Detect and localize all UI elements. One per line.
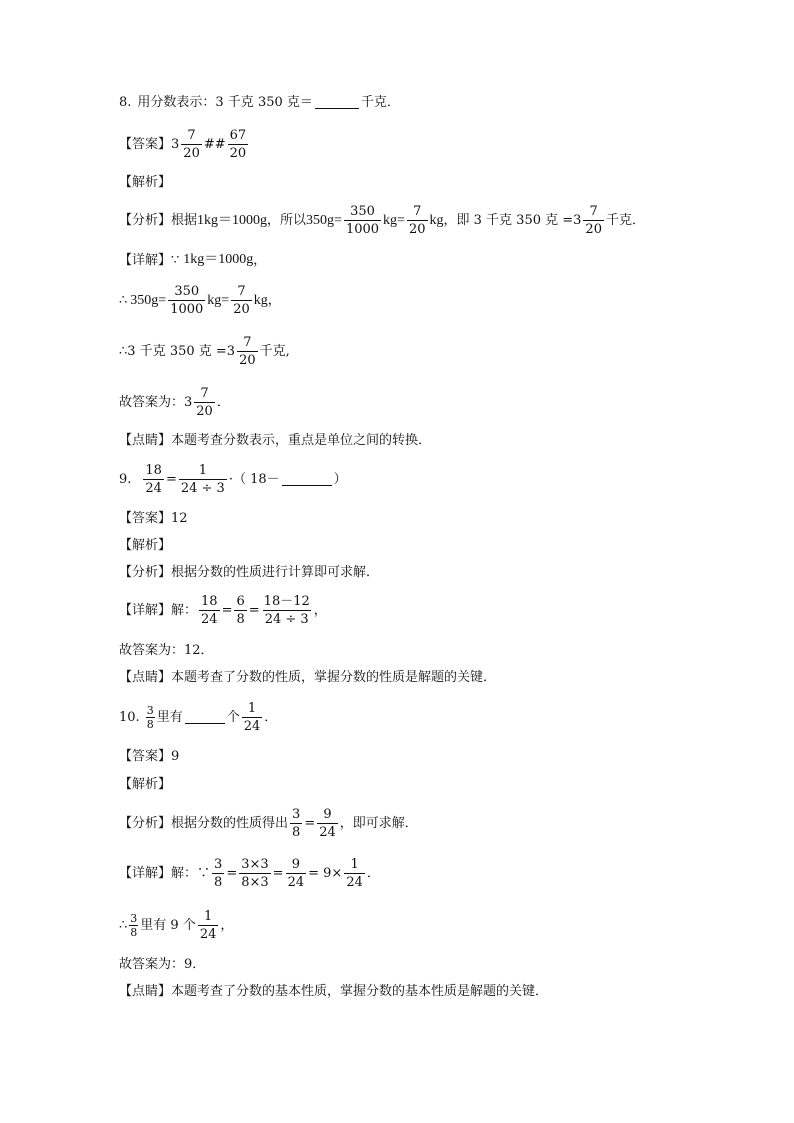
fenxi-label: 【分析】	[119, 565, 172, 580]
text: 根据分数的性质得出	[171, 816, 289, 831]
q8-text-b: 千克．	[360, 95, 400, 110]
text: ，	[267, 293, 281, 308]
fraction: $\frac{3}{8}$	[214, 857, 223, 890]
q8-xiangjie-3	[119, 334, 290, 369]
text: （ 18－	[232, 472, 280, 487]
q8-number: 8.	[119, 95, 132, 110]
text: 根据分数的性质进行计算即可求解．	[171, 565, 380, 580]
text: 3 千克 350 克 =3	[127, 344, 236, 359]
text: ，	[313, 603, 327, 618]
fraction: $\frac{18-12}{24 \div 3}$	[263, 594, 310, 627]
q10-number: 10.	[119, 710, 140, 725]
text: 个	[226, 710, 240, 725]
text: =	[221, 603, 233, 618]
text: ，	[220, 918, 234, 933]
q10-xiangjie	[119, 856, 380, 891]
fraction: $\frac{6}{8}$	[236, 594, 245, 627]
text: kg=	[207, 292, 230, 308]
text: =	[248, 603, 260, 618]
xiangjie-label: 【详解】	[119, 252, 172, 268]
q10-dianjing	[119, 985, 548, 998]
text: ）	[333, 472, 347, 487]
q9-question	[119, 462, 347, 497]
fraction: $\frac{7}{20}$	[233, 284, 250, 317]
q8-xiangjie	[119, 253, 266, 267]
dianjing-label: 【点睛】	[119, 984, 172, 999]
equation: 1kg＝1000g	[183, 252, 254, 267]
q9-analysis-label: 【解析】	[119, 538, 172, 553]
text: ．	[264, 710, 278, 725]
text: 故答案为：3	[119, 395, 193, 410]
q10-question	[119, 700, 277, 735]
q8-fenxi	[119, 203, 645, 238]
fenxi-label: 【分析】	[119, 213, 172, 228]
therefore-symbol: ∴	[119, 344, 128, 359]
text: = 9×	[308, 866, 343, 881]
q9-xiangjie	[119, 593, 327, 628]
text: 解：∵	[171, 866, 211, 881]
fraction: $\frac{7}{20}$	[585, 204, 602, 237]
q10-fenxi	[119, 806, 418, 841]
text: 解：	[171, 603, 198, 618]
q9-fenxi	[119, 566, 379, 579]
fraction: $\frac{7}{20}$	[196, 386, 213, 419]
text: ，即 3 千克 350 克 =3	[443, 213, 582, 228]
fraction: $\frac{1}{24}$	[346, 857, 363, 890]
text: kg	[429, 212, 444, 228]
text: ，	[253, 252, 267, 268]
xiangjie-label: 【详解】	[119, 603, 172, 618]
dianjing-label: 【点睛】	[119, 433, 172, 448]
answer-separator: ##	[203, 137, 226, 152]
q9-dianjing	[119, 671, 496, 684]
q9-conclusion: 故答案为：12．	[119, 643, 214, 658]
text: kg=	[383, 212, 405, 228]
fraction: $\frac{9}{24}$	[319, 807, 336, 840]
q8-analysis-label: 【解析】	[119, 175, 172, 190]
q10-xiangjie-2	[119, 908, 233, 943]
text: 千克,	[259, 344, 290, 359]
q8-xiangjie-2	[119, 283, 281, 318]
q8-dianjing	[119, 434, 431, 447]
answer-whole: 3	[171, 137, 180, 152]
therefore-symbol: ∴	[119, 918, 128, 933]
fraction: $\frac{1}{24 \div 3}$	[180, 463, 225, 496]
fraction: $\frac{1}{24}$	[243, 701, 261, 734]
fraction: $\frac{350}{1000}$	[170, 284, 204, 317]
q8-question	[119, 96, 400, 109]
fraction: $\frac{1}{24}$	[199, 909, 217, 942]
fraction: $\frac{3}{8}$	[146, 704, 154, 731]
fenxi-label: 【分析】	[119, 816, 172, 831]
text: 根据	[171, 213, 198, 228]
fraction: $\frac{67}{20}$	[229, 128, 247, 161]
text: 里有 9 个	[140, 918, 196, 933]
answer-label: 【答案】	[119, 137, 172, 152]
text: ，即可求解．	[339, 816, 418, 831]
because-symbol: ∵	[171, 252, 180, 268]
text: =	[272, 866, 284, 881]
text: ．	[366, 866, 380, 881]
fraction: $\frac{7}{20}$	[183, 128, 200, 161]
q10-answer	[119, 750, 179, 763]
fraction: $\frac{9}{24}$	[287, 857, 305, 890]
q8-conclusion	[119, 385, 230, 420]
xiangjie-label: 【详解】	[119, 866, 172, 881]
text: kg	[253, 292, 268, 308]
answer-label: 【答案】	[119, 511, 172, 526]
answer-label: 【答案】	[119, 749, 172, 764]
text: 350g=	[306, 212, 342, 228]
text: 本题考查分数表示，重点是单位之间的转换．	[171, 433, 432, 448]
fraction: $\frac{350}{1000}$	[345, 204, 380, 237]
answer-value: 12	[171, 511, 188, 526]
q8-answer	[119, 127, 250, 162]
text: 里有	[156, 710, 183, 725]
fraction: $\frac{18}{24}$	[145, 463, 162, 496]
fraction: $\frac{3}{8}$	[130, 912, 138, 939]
fraction: $\frac{7}{20}$	[239, 335, 256, 368]
equation: 1kg＝1000g	[197, 212, 268, 228]
fraction: $\frac{3}{8}$	[292, 807, 301, 840]
text: =	[304, 816, 316, 831]
q10-analysis-label: 【解析】	[119, 777, 172, 792]
q10-answer-blank	[185, 711, 225, 724]
text: =	[165, 472, 177, 487]
text: ．	[216, 395, 230, 410]
fraction: $\frac{7}{20}$	[408, 204, 426, 237]
dianjing-label: 【点睛】	[119, 670, 172, 685]
q9-answer-blank	[282, 473, 332, 486]
answer-value: 9	[171, 749, 180, 764]
text: 本题考查了分数的基本性质，掌握分数的基本性质是解题的关键．	[171, 984, 549, 999]
text: ，所以	[267, 213, 307, 228]
q9-number: 9.	[119, 472, 132, 487]
q9-answer	[119, 512, 188, 525]
text: 本题考查了分数的性质，掌握分数的性质是解题的关键．	[171, 670, 497, 685]
q8-answer-blank	[315, 96, 359, 109]
fraction: $\frac{18}{24}$	[201, 594, 218, 627]
q10-conclusion: 故答案为：9．	[119, 957, 206, 972]
q8-text-a: 用分数表示：3 千克 350 克＝	[137, 95, 313, 110]
text: =	[226, 866, 238, 881]
therefore-symbol: ∴	[119, 293, 128, 308]
text: 千克．	[605, 213, 645, 228]
text: ·	[228, 472, 233, 487]
fraction: $\frac{3\times 3}{8\times 3}$	[241, 857, 269, 890]
text: 350g=	[130, 292, 167, 308]
